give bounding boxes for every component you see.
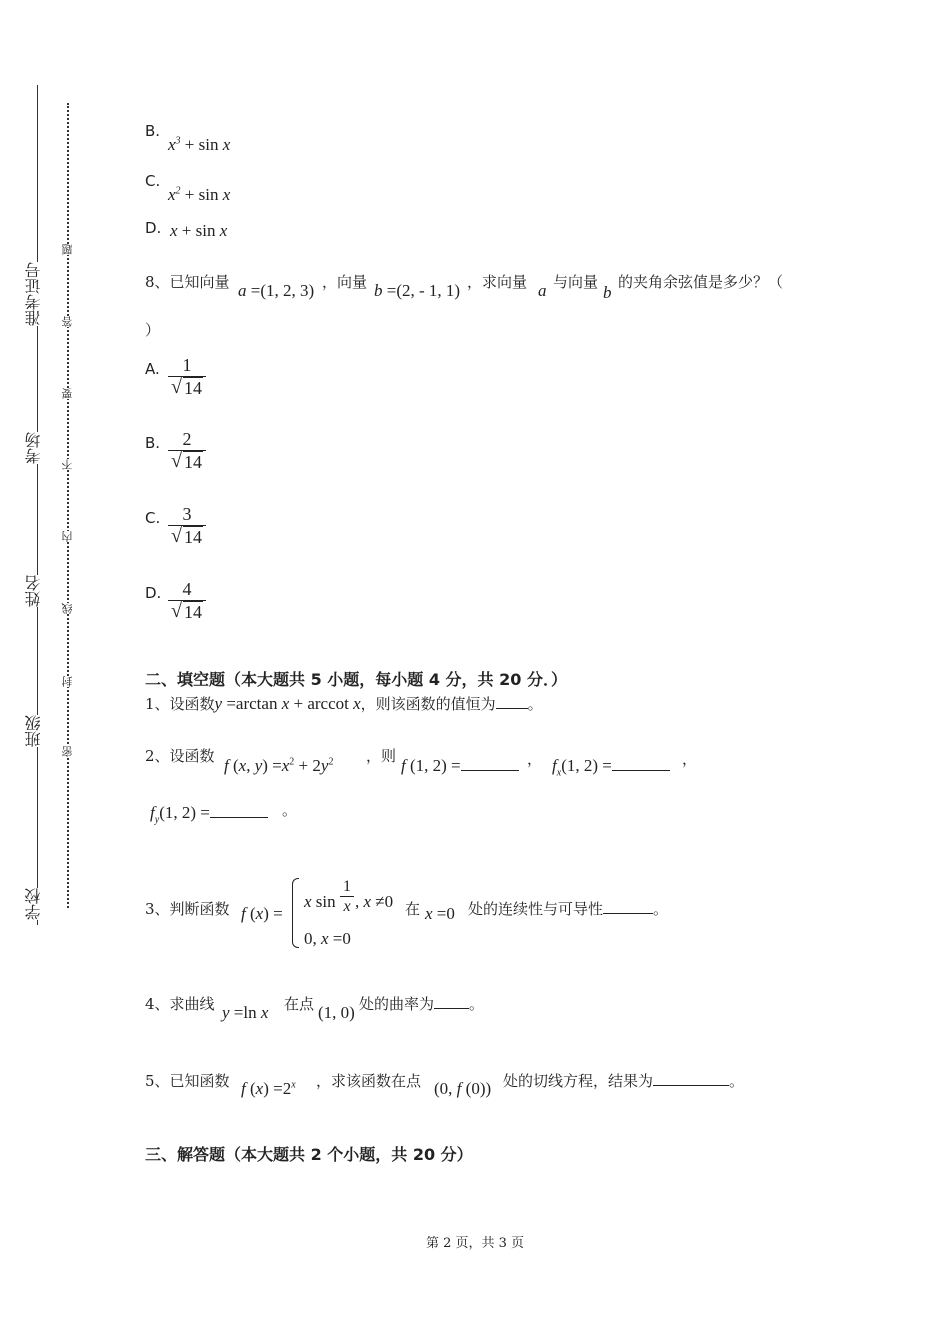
q7-option-c-expr: $x^2 + \sin x$	[168, 185, 231, 204]
s2-q2-blank-fx[interactable]	[612, 756, 670, 771]
q8-vector-b: b =(2, - 1, 1)	[374, 281, 461, 300]
section2-title: 二、填空题（本大题共 5 小题，每小题 4 分，共 20 分．）	[145, 670, 567, 689]
s2-q2-end: 。	[282, 801, 298, 819]
s2-q2-fx: $f_x(1$, 2) =	[552, 756, 670, 778]
s2-q3-brace	[292, 878, 299, 948]
s2-q4-prefix: 4、求曲线	[145, 995, 215, 1013]
s2-q3-case2: 0, x =0	[304, 929, 351, 948]
seal-char: 不	[61, 459, 74, 470]
s2-q5-blank[interactable]	[653, 1071, 729, 1086]
s2-q4-suffix: 处的曲率为 。	[359, 995, 485, 1013]
s2-q4-blank[interactable]	[434, 994, 469, 1009]
s2-q3-mid: 在	[405, 900, 421, 918]
s2-q3-point: x =0	[425, 904, 455, 923]
q7-option-d-label: D.	[145, 219, 162, 237]
q7-option-d-expr: x + sin x	[170, 221, 228, 240]
q7-option-b-label: B.	[145, 122, 161, 140]
q8-vector-a: a =(1, 2, 3)	[238, 281, 315, 300]
q8-mid1: ，向量	[322, 273, 368, 291]
binding-solid-line	[37, 85, 38, 925]
s2-q2-f1: f (1, 2) =	[401, 756, 519, 776]
q8-prefix: 8、已知向量	[145, 273, 230, 291]
q8-option-a-label: A.	[145, 360, 160, 378]
q8-option-a-fraction: 1 √ 14	[168, 355, 206, 399]
seal-char: 密	[61, 746, 74, 757]
q8-option-b-label: B.	[145, 434, 161, 452]
s2-q2-blank-fy[interactable]	[210, 803, 268, 818]
label-exam-room: 考场	[24, 432, 43, 464]
s2-q3-case1: x sin	[304, 892, 336, 911]
s2-q2-function: f (x, $y) =x^2 + 2y^2$	[224, 756, 334, 775]
s2-q5-point: (0, f (0))	[434, 1079, 492, 1098]
s2-q1-blank[interactable]	[496, 694, 528, 709]
section3-title: 三、解答题（本大题共 2 个小题，共 20 分）	[145, 1145, 473, 1164]
q8-option-c-fraction: 3 √ 14	[168, 504, 206, 548]
s2-q3-suffix: 处的连续性与可导性 。	[468, 900, 669, 918]
label-ticket-number: 准考证号	[24, 262, 43, 326]
s2-q3-case1-frac: $\frac{1}{x}$	[340, 878, 354, 916]
q8-mid3: 与向量	[553, 273, 599, 291]
seal-char: 要	[61, 388, 74, 399]
q8-option-d-fraction: 4 √ 14	[168, 579, 206, 623]
s2-q3-case1-cond: , x ≠0	[355, 892, 394, 911]
s2-q5-function: f $(x) =2^x$	[241, 1079, 296, 1098]
seal-char: 内	[61, 531, 74, 542]
s2-q3-blank[interactable]	[603, 899, 653, 914]
s2-q4-point: (1, 0)	[318, 1003, 355, 1022]
q7-option-b-expr: $x^3 + \sin x$	[168, 135, 231, 154]
s2-q1-line: 1、设函数y =arctan x + arccot x，则该函数的值恒为 。	[145, 694, 543, 713]
q7-option-c-label: C.	[145, 172, 161, 190]
q8-option-c-label: C.	[145, 509, 161, 527]
q8-suffix: 的夹角余弦值是多少？（	[618, 273, 784, 291]
s2-q2-prefix: 2、设函数	[145, 747, 215, 765]
label-name: 姓名	[24, 575, 43, 607]
page-footer: 第 2 页，共 3 页	[425, 1236, 525, 1251]
seal-char: 封	[61, 676, 74, 687]
q8-option-d-label: D.	[145, 584, 162, 602]
s2-q5-suffix: 处的切线方程，结果为 。	[503, 1072, 745, 1090]
s2-q2-fy: $f_y(1$, 2) =	[150, 803, 268, 825]
q8-b: b	[603, 283, 612, 302]
s2-q2-blank-f[interactable]	[461, 756, 519, 771]
q8-close: ）	[145, 321, 161, 339]
seal-char: 题	[61, 244, 74, 255]
s2-q2-mid: ，则	[366, 747, 397, 765]
label-class: 班级	[24, 715, 43, 747]
q8-option-b-fraction: 2 √ 14	[168, 429, 206, 473]
s2-q3-prefix: 3、判断函数	[145, 900, 230, 918]
s2-q4-mid: 在点	[284, 995, 315, 1013]
binding-dotted-line	[67, 103, 69, 908]
s2-q3-fx: f (x) =	[241, 904, 283, 923]
s2-q4-curve: y =ln x	[222, 1003, 269, 1022]
seal-char: 答	[61, 316, 74, 327]
q8-a: a	[538, 281, 547, 300]
s2-q5-prefix: 5、已知函数	[145, 1072, 230, 1090]
label-school: 学校	[24, 888, 43, 920]
s2-q2-comma2: ，	[682, 750, 698, 768]
s2-q2-comma1: ，	[527, 750, 543, 768]
s2-q5-mid: ，求该函数在点	[316, 1072, 422, 1090]
q8-mid2: ，求向量	[467, 273, 528, 291]
seal-char: 线	[61, 603, 74, 614]
